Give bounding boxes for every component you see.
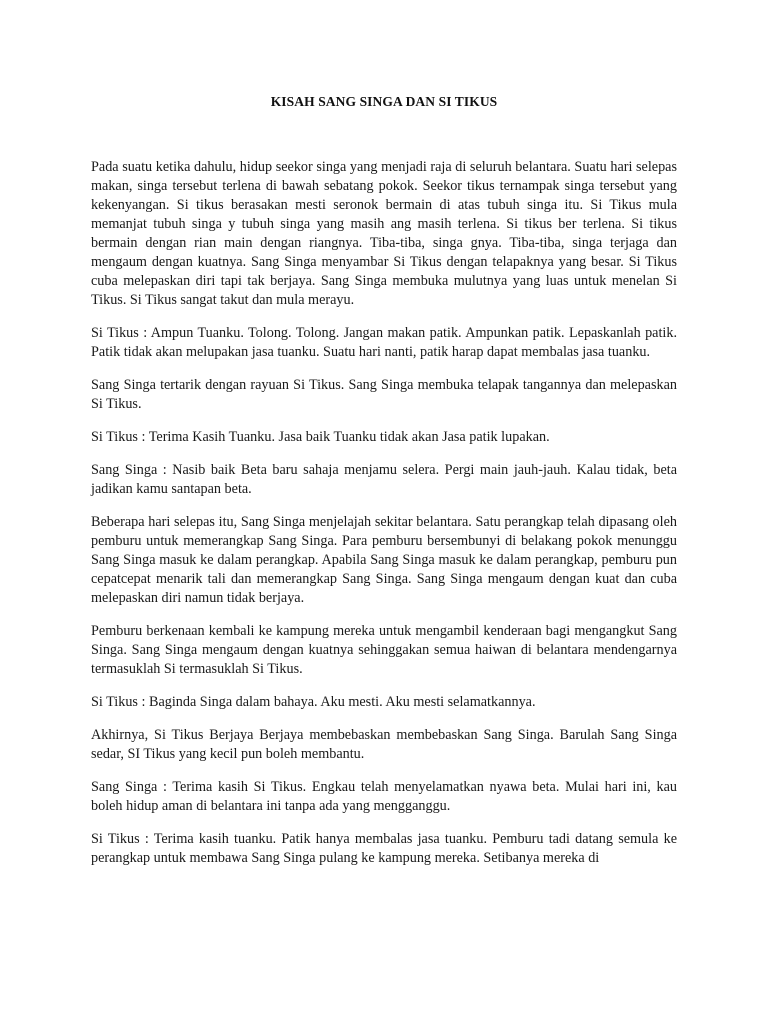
paragraph-7: Pemburu berkenaan kembali ke kampung mereka untuk mengambil kenderaan bagi mengangkut Sang Singa. Sang Singa mengaum dengan kuatnya sehinggakan semua haiwan di belantara mendengarnya termasuklah Si termasuklah Si Tikus. (91, 623, 677, 677)
document-body (91, 158, 677, 882)
paragraph-10: Sang Singa : Terima kasih Si Tikus. Engkau telah menyelamatkan nyawa beta. Mulai hari ini, kau boleh hidup aman di belantara ini tanpa ada yang mengganggu. (91, 779, 677, 814)
document-title: KISAH SANG SINGA DAN SI TIKUS (270, 94, 498, 109)
paragraph-5: Sang Singa : Nasib baik Beta baru sahaja menjamu selera. Pergi main jauh-jauh. Kalau tidak, beta jadikan kamu santapan beta. (91, 462, 677, 497)
paragraph-4: Si Tikus : Terima Kasih Tuanku. Jasa baik Tuanku tidak akan Jasa patik lupakan. (91, 429, 550, 445)
paragraph-8: Si Tikus : Baginda Singa dalam bahaya. Aku mesti. Aku mesti selamatkannya. (91, 694, 536, 710)
paragraph-11: Si Tikus : Terima kasih tuanku. Patik hanya membalas jasa tuanku. Pemburu tadi datang semula ke perangkap untuk membawa Sang Singa pulang ke kampung mereka. Setibanya mereka di (91, 831, 677, 866)
paragraph-2: Si Tikus : Ampun Tuanku. Tolong. Tolong. Jangan makan patik. Ampunkan patik. Lepaskanlah patik. Patik tidak akan melupakan jasa tuanku. Suatu hari nanti, patik harap dapat membalas jasa tuanku. (91, 325, 677, 360)
paragraph-3: Sang Singa tertarik dengan rayuan Si Tikus. Sang Singa membuka telapak tangannya dan melepaskan Si Tikus. (91, 377, 677, 412)
paragraph-1: Pada suatu ketika dahulu, hidup seekor singa yang menjadi raja di seluruh belantara. Suatu hari selepas makan, singa tersebut terlena di bawah sebatang pokok. Seekor tikus ternampak singa tersebut yang kekenyangan. Si tikus berasakan mesti seronok bermain di atas tubuh singa itu. Si Tikus mula memanjat tubuh singa y tubuh singa yang masih ang masih terlena. Si tikus ber terlena. Si tikus bermain dengan rian main dengan riangnya. Tiba-tiba, singa gnya. Tiba-tiba, singa terjaga dan mengaum dengan kuatnya. Sang Singa menyambar Si Tikus dengan telapaknya yang besar. Si Tikus cuba melepaskan diri tapi tak berjaya. Sang Singa membuka mulutnya yang luas untuk menelan Si Tikus. Si Tikus sangat takut dan mula merayu. (91, 159, 677, 308)
paragraph-9: Akhirnya, Si Tikus Berjaya Berjaya membebaskan membebaskan Sang Singa. Barulah Sang Singa sedar, SI Tikus yang kecil pun boleh membantu. (91, 727, 677, 762)
paragraph-6: Beberapa hari selepas itu, Sang Singa menjelajah sekitar belantara. Satu perangkap telah dipasang oleh pemburu untuk memerangkap Sang Singa. Para pemburu bersembunyi di belakang pokok menunggu Sang Singa masuk ke dalam perangkap. Apabila Sang Singa masuk ke dalam perangkap, pemburu pun cepatcepat menarik tali dan memerangkap Sang Singa. Sang Singa mengaum dengan kuat dan cuba melepaskan diri namun tidak berjaya. (91, 514, 677, 606)
